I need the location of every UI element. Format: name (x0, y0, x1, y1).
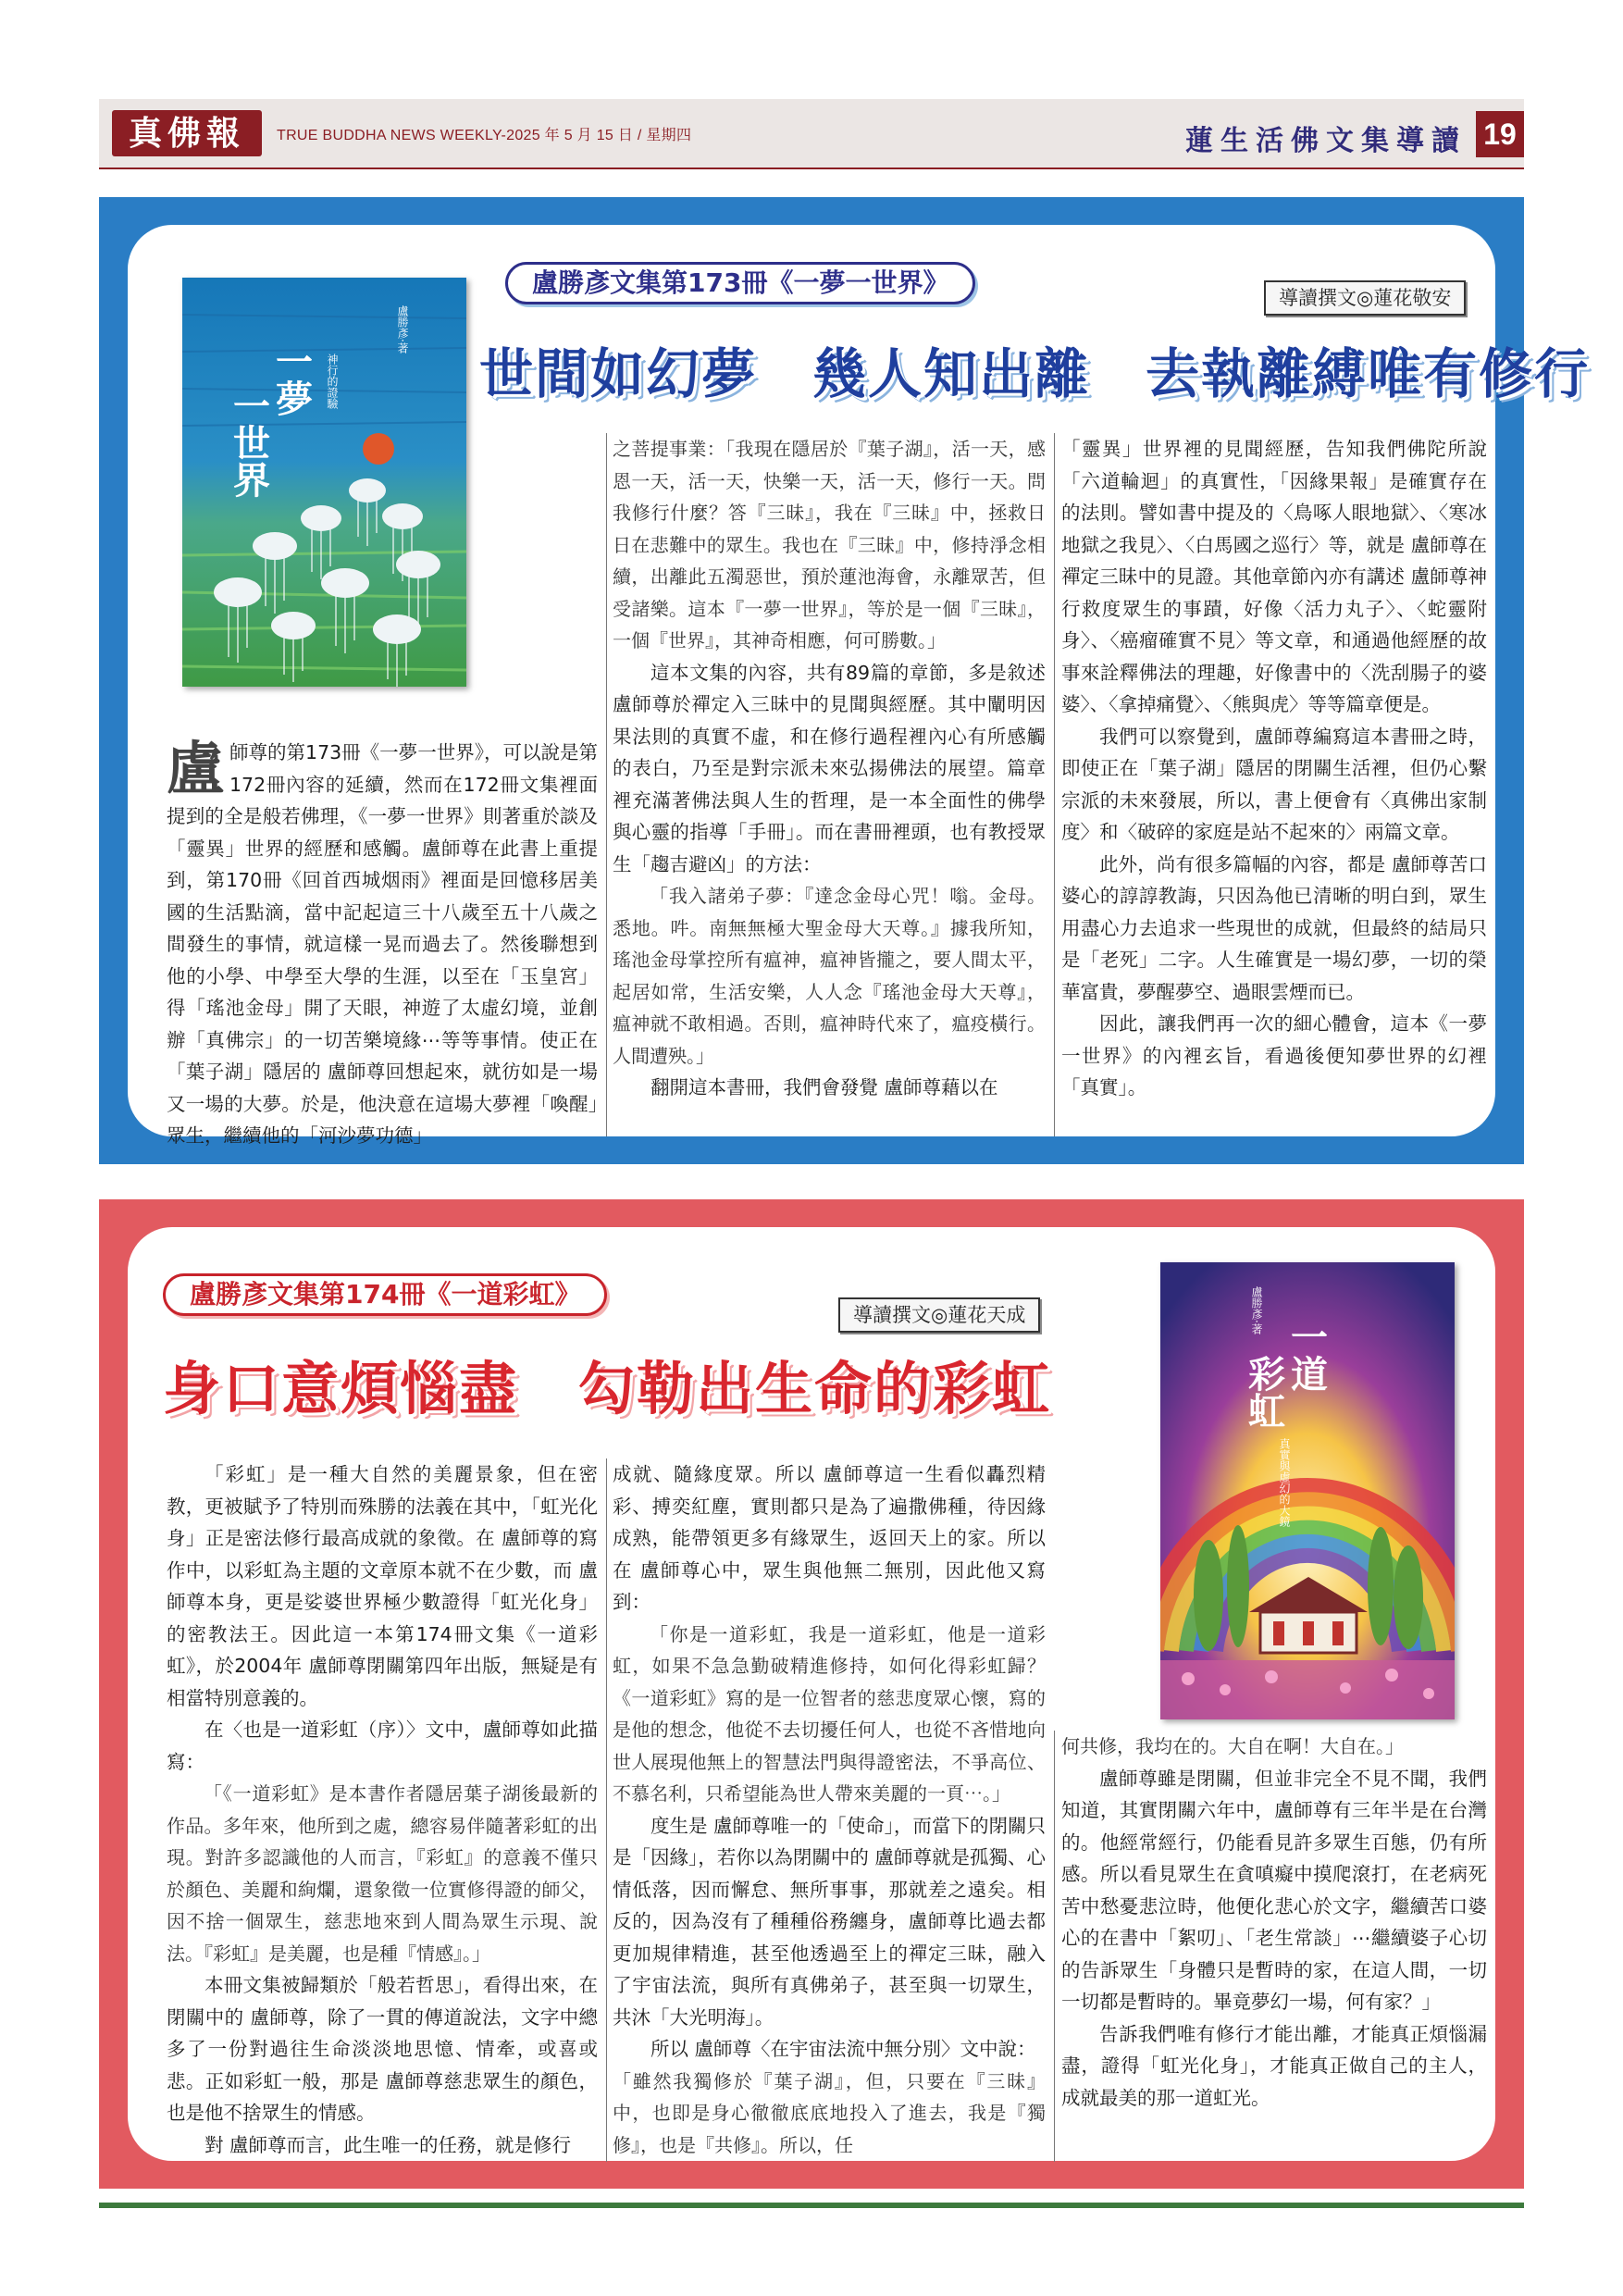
body-paragraph: 翻開這本書冊，我們會發覺 盧師尊藉以在 (650, 1076, 998, 1098)
article-1-frame (99, 197, 1591, 1164)
body-paragraph: 度生是 盧師尊唯一的「使命」，而當下的閉關只是「因緣」，若你以為閉關中的 盧師尊就是孤獨、心情低落，因而懈怠、無所事事，那就差之遠矣。相反的，因為沒有了種種俗務纏身，盧師尊比過去都更加規律精進，甚至他透過至上的禪定三昧，融入了宇宙法流，與所有真佛弟子，甚至與一切眾生，共沐「大光明海」。 (613, 1814, 1046, 2029)
svg-text:神行的證驗: 神行的證驗 (326, 354, 339, 409)
body-paragraph: 告訴我們唯有修行才能出離，才能真正煩惱漏盡，證得「虹光化身」，才能真正做自己的主人，成就最美的那一道虹光。 (1061, 2022, 1487, 2109)
quote-block: 「雖然我獨修於『葉子湖』，但，只要在『三昧』中，也即是身心徹徹底底地投入了進去，我是『獨修』，也是『共修』。所以，任 (613, 2069, 1046, 2156)
article-1-column-1 (167, 737, 598, 1152)
quote-block: 「《一道彩虹》是本書作者隱居葉子湖後最新的作品。多年來，他所到之處，總容易伴隨著彩虹的出現。對許多認識他的人而言，『彩虹』的意義不僅只於顏色、美麗和絢爛，還象徵一位實修得證的師父，因不捨一個眾生，慈悲地來到人間為眾生示現、說法。『彩虹』是美麗，也是種『情感』。」 (167, 1782, 598, 1965)
body-paragraph: 成就、隨緣度眾。所以 盧師尊這一生看似轟烈精彩、搏奕紅塵，實則都只是為了遍撒佛種，待因緣成熟，能帶領更多有緣眾生，返回天上的家。所以在 盧師尊心中，眾生與他無二無別，因此他又寫到： (613, 1463, 1046, 1613)
article-2-column-3 (1061, 1731, 1487, 2114)
footer-rule (99, 2203, 1524, 2208)
book-cover-174-art (1160, 1262, 1455, 1719)
svg-text:彩虹: 彩虹 (1242, 1355, 1286, 1429)
article-1-col1-para: 盧師尊的第173冊《一夢一世界》，可以說是第172冊內容的延續，然而在172冊文集裡面提到的全是般若佛理，《一夢一世界》則著重於談及「靈異」世界的經歷和感觸。盧師尊在此書上重提到，第170冊《回首西城烟雨》裡面是回憶移居美國的生活點滴，當中記起這三十八歲至五十八歲之間發生的事情，就這樣一晃而過去了。然後聯想到他的小學、中學至大學的生涯，以至在「玉皇宮」得「瑤池金母」開了天眼，神遊了太虛幻境，並創辦「真佛宗」的一切苦樂境緣⋯等等事情。使正在「葉子湖」隱居的 盧師尊回想起來，就彷如是一場又一場的大夢。於是，他決意在這場大夢裡「喚醒」眾生，繼續他的「河沙夢功德」 (167, 735, 598, 1147)
series-tag-173: 盧勝彥文集第173冊《一夢一世界》 (505, 262, 975, 304)
masthead-text: TRUE BUDDHA NEWS WEEKLY-2025 年 5 月 15 日 / 星期四 (277, 128, 692, 143)
body-paragraph: 本冊文集被歸類於「般若哲思」，看得出來，在閉關中的 盧師尊，除了一貫的傳道說法，文字中總多了一份對過往生命淡淡地思憶、情牽，或喜或悲。正如彩虹一般，那是 盧師尊慈悲眾生的顏色，也是他不捨眾生的情感。 (167, 1974, 598, 2124)
svg-text:盧勝彥·著: 盧勝彥·著 (1250, 1286, 1263, 1334)
body-paragraph: 盧師尊雖是閉關，但並非完全不見不聞，我們知道，其實閉關六年中，盧師尊有三年半是在台灣的。他經常經行，仍能看見許多眾生百態，仍有所感。所以看見眾生在貪嗔癡中摸爬滾打，在老病死苦中愁憂悲泣時，他便化悲心於文字，繼續苦口婆心的在書中「絮叨」、「老生常談」⋯繼續婆子心切的告訴眾生「身體只是暫時的家，在這人間，一切一切都是暫時的。畢竟夢幻一場，何有家？」 (1061, 1767, 1487, 2013)
body-paragraph: 此外，尚有很多篇幅的內容，都是 盧師尊苦口婆心的諄諄教誨，只因為他已清晰的明白到，眾生用盡心力去追求一些現世的成就，但最終的結局只是「老死」二字。人生確實是一場幻夢，一切的榮華富貴，夢醒夢空、過眼雲煙而已。 (1061, 852, 1487, 1003)
headline-174: 身口意煩惱盡 勾勒出生命的彩虹 (163, 1355, 1052, 1422)
article-1-panel (128, 225, 1591, 1147)
column-divider (606, 433, 607, 1136)
book-cover-173-art (182, 278, 466, 687)
drop-cap: 盧 (167, 735, 225, 802)
section-title: 蓮生活佛文集導讀 (1185, 125, 1467, 157)
svg-text:一夢: 一夢 (269, 342, 314, 416)
quote-block: 「我入諸弟子夢：『達念金母心咒！嗡。金母。悉地。吽。南無無極大聖金母大天尊。』據我所知，瑤池金母掌控所有瘟神，瘟神皆攏之，要人間太平，起居如常，生活安樂，人人念『瑤池金母大天尊』，瘟神就不敢相過。否則，瘟神時代來了，瘟疫橫行。人間遭殃。」 (613, 885, 1046, 1067)
article-2-column-1 (167, 1458, 598, 2161)
body-paragraph: 這本文集的內容，共有89篇的章節，多是敘述 盧師尊於禪定入三昧中的見聞與經歷。其中闡明因果法則的真實不虛，和在修行過程裡內心有所感觸的表白，乃至是對宗派未來弘揚佛法的展望。篇章裡充滿著佛法與人生的哲理，是一本全面性的佛學與心靈的指導「手冊」。而在書冊裡頭，也有教授眾生「趨吉避凶」的方法： (613, 661, 1046, 875)
book-cover-173 (182, 278, 466, 687)
body-paragraph: 對 盧師尊而言，此生唯一的任務，就是修行 (204, 2133, 572, 2156)
article-1-column-3 (1061, 433, 1487, 1104)
body-paragraph: 我們可以察覺到，盧師尊編寫這本書冊之時，即使正在「葉子湖」隱居的閉關生活裡，但仍心繫宗派的未來發展，所以，書上便會有〈真佛出家制度〉和〈破碎的家庭是站不起來的〉兩篇文章。 (1061, 725, 1487, 843)
svg-text:一世界: 一世界 (227, 387, 271, 498)
article-1-column-2 (613, 433, 1046, 1104)
body-paragraph: 所以 盧師尊〈在宇宙法流中無分別〉文中說： (650, 2038, 1036, 2060)
column-divider (1054, 433, 1055, 1136)
headline-173: 世間如幻夢 幾人知出離 去執離縛唯有修行 (479, 342, 1591, 405)
svg-text:真實與虛幻的大鏡: 真實與虛幻的大鏡 (1278, 1438, 1291, 1527)
body-paragraph: 「彩虹」是一種大自然的美麗景象，但在密教，更被賦予了特別而殊勝的法義在其中，「虹光化身」正是密法修行最高成就的象徵。在 盧師尊的寫作中，以彩虹為主題的文章原本就不在少數，而 盧師尊本身，更是娑婆世界極少數證得「虹光化身」的密教法王。因此這一本第174冊文集《一道彩虹》，於2004年 盧師尊閉關第四年出版，無疑是有相當特別意義的。 (167, 1463, 598, 1709)
quote-block: 何共修，我均在的。大自在啊！大自在。」 (1061, 1735, 1404, 1757)
author-credit-173: 導讀撰文◎蓮花敬安 (1264, 280, 1466, 316)
page-number: 19 (1476, 111, 1524, 157)
column-divider (1054, 1731, 1055, 2162)
body-paragraph: 在〈也是一道彩虹（序）〉文中，盧師尊如此描寫： (167, 1719, 598, 1773)
book-cover-174 (1160, 1262, 1455, 1719)
newspaper-logo: 真佛報 (112, 110, 262, 156)
author-credit-174: 導讀撰文◎蓮花天成 (838, 1297, 1040, 1333)
svg-text:一道: 一道 (1284, 1318, 1329, 1392)
article-2-column-2 (613, 1458, 1046, 2161)
quote-block: 之菩提事業：「我現在隱居於『葉子湖』，活一天，感恩一天，活一天，快樂一天，活一天，修行一天。問我修行什麼？答『三昧』，我在『三昧』中，拯救日日在悲難中的眾生。我也在『三昧』中，修持淨念相續，出離此五濁惡世，預於蓮池海會，永離眾苦，但受諸樂。這本『一夢一世界』，等於是一個『三昧』，一個『世界』，其神奇相應，何可勝數。」 (613, 438, 1046, 652)
body-paragraph: 「靈異」世界裡的見聞經歷，告知我們佛陀所說「六道輪迴」的真實性，「因緣果報」是確實存在的法則。譬如書中提及的〈鳥啄人眼地獄〉、〈寒冰地獄之我見〉、〈白馬國之巡行〉等，就是 盧師尊在禪定三昧中的見證。其他章節內亦有講述 盧師尊神行救度眾生的事蹟，好像〈活力丸子〉、〈蛇靈附身〉、〈癌瘤確實不見〉等文章，和通過他經歷的故事來詮釋佛法的理趣，好像書中的〈洗刮腸子的婆婆〉、〈拿掉痛覺〉、〈熊與虎〉等等篇章便是。 (1061, 438, 1487, 715)
column-divider (606, 1458, 607, 2162)
body-paragraph: 因此，讓我們再一次的細心體會，這本《一夢一世界》的內裡玄旨，看過後便知夢世界的幻裡「真實」。 (1061, 1012, 1487, 1098)
page-header (99, 99, 1524, 169)
article-2-panel (128, 1227, 1495, 2161)
svg-text:盧勝彥·著: 盧勝彥·著 (396, 305, 409, 354)
series-tag-174: 盧勝彥文集第174冊《一道彩虹》 (163, 1273, 607, 1316)
article-2-frame (99, 1199, 1524, 2189)
quote-block: 「你是一道彩虹，我是一道彩虹，他是一道彩虹，如果不急急勤破精進修持，如何化得彩虹歸？《一道彩虹》寫的是一位智者的慈悲度眾心懷，寫的是他的想念，他從不去切擾任何人，也從不吝惜地向世人展現他無上的智慧法門與得證密法，不爭高位、不慕名利，只希望能為世人帶來美麗的一頁⋯。」 (613, 1622, 1046, 1805)
